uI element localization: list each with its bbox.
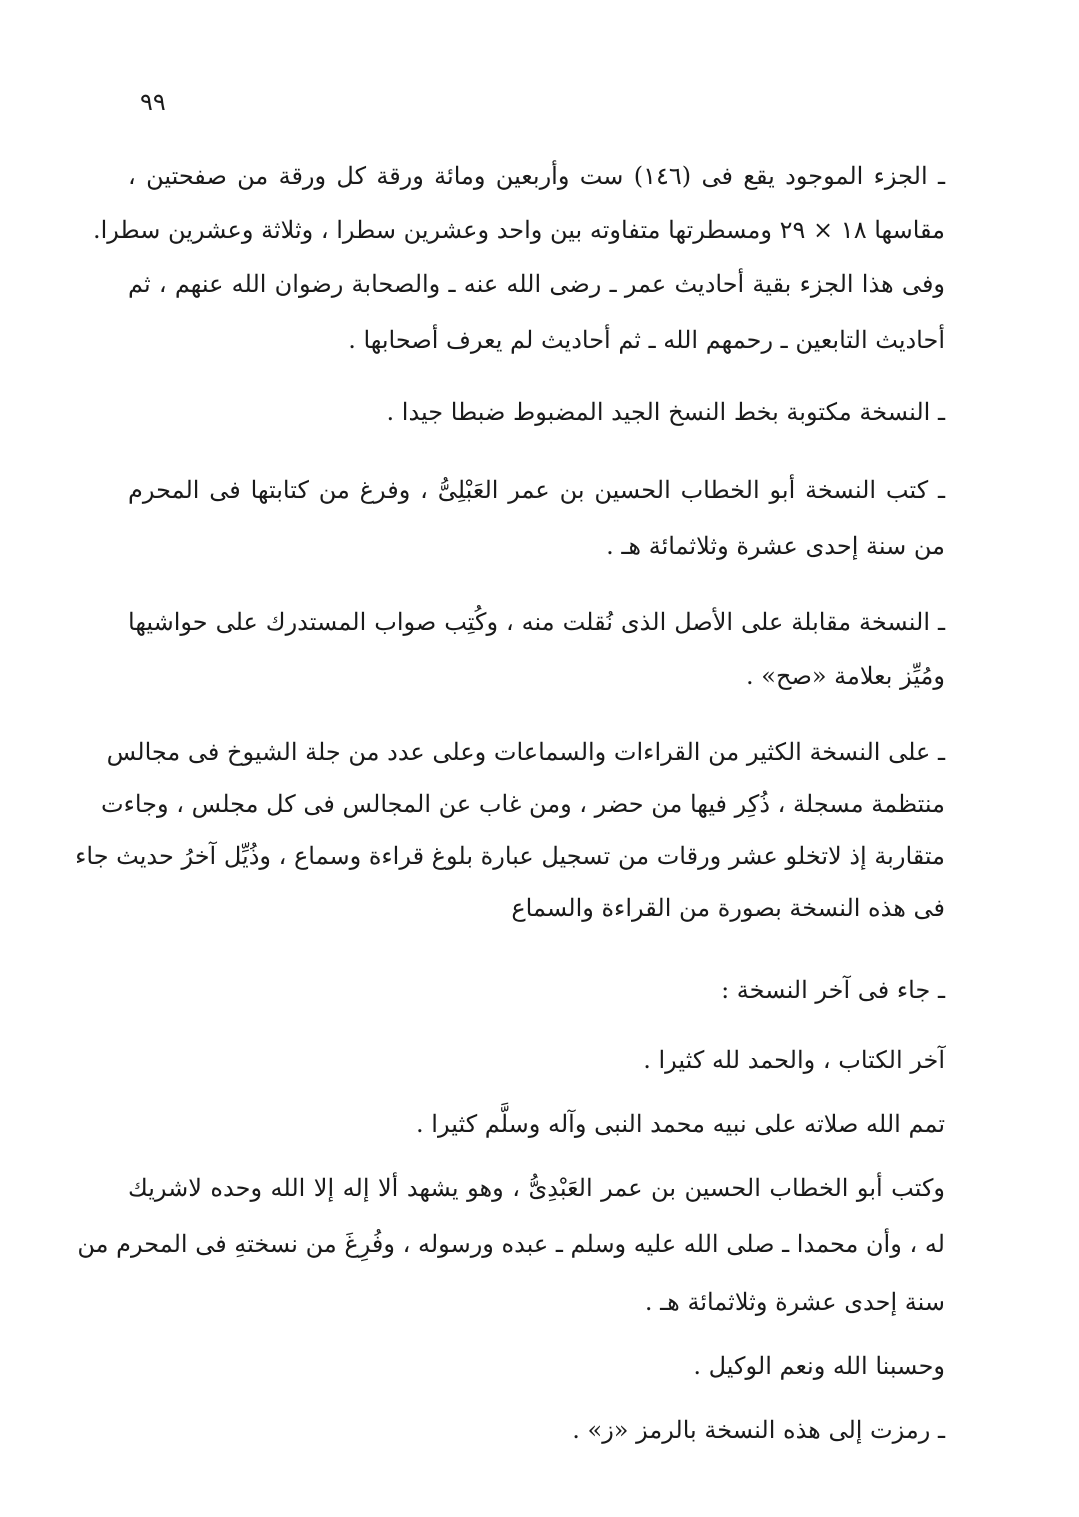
text-line: منتظمة مسجلة ، ذُكِر فيها من حضر ، ومن غاب عن المجالس فى كل مجلس ، وجاءت	[100, 790, 945, 818]
text-line: ـ على النسخة الكثير من القراءات والسماعات وعلى عدد من جلة الشيوخ فى مجالس	[106, 738, 945, 766]
text-line: له ، وأن محمدا ـ صلى الله عليه وسلم ـ عبده ورسوله ، وفُرِغَ من نسختهِ فى المحرم من	[77, 1230, 945, 1258]
text-line: وفى هذا الجزء بقية أحاديث عمر ـ رضى الله عنه ـ والصحابة رضوان الله عنهم ، ثم	[128, 270, 945, 298]
text-line: متقاربة إذ لاتخلو عشر ورقات من تسجيل عبارة بلوغ قراءة وسماع ، وذُيِّل آخرُ حديث جاء	[75, 842, 945, 870]
text-line: ـ رمزت إلى هذه النسخة بالرمز «ز» .	[572, 1416, 945, 1444]
text-line: فى هذه النسخة بصورة من القراءة والسماع	[511, 894, 945, 922]
text-line: ـ النسخة مقابلة على الأصل الذى نُقلت منه ، وكُتِب صواب المستدرك على حواشيها	[128, 608, 945, 636]
page-number: ٩٩	[140, 88, 166, 116]
text-line: ـ كتب النسخة أبو الخطاب الحسين بن عمر العَبْلِىُّ ، وفرغ من كتابتها فى المحرم	[128, 476, 945, 504]
text-line: وحسبنا الله ونعم الوكيل .	[693, 1352, 945, 1380]
text-line: ـ الجزء الموجود يقع فى (١٤٦) ست وأربعين ومائة ورقة كل ورقة من صفحتين ،	[128, 162, 945, 190]
text-line: مقاسها ١٨ × ٢٩ ومسطرتها متفاوته بين واحد وعشرين سطرا ، وثلاثة وعشرين سطرا.	[92, 216, 945, 244]
text-line: تمم الله صلاته على نبيه محمد النبى وآله وسلَّم كثيرا .	[416, 1110, 945, 1138]
text-line: سنة إحدى عشرة وثلاثمائة هـ .	[644, 1288, 945, 1316]
text-line: ـ جاء فى آخر النسخة :	[721, 976, 945, 1004]
text-line: آخر الكتاب ، والحمد لله كثيرا .	[643, 1046, 945, 1074]
text-line: وكتب أبو الخطاب الحسين بن عمر العَبْدِىُّ ، وهو يشهد ألا إله إلا الله وحده لاشريك	[128, 1174, 945, 1202]
text-line: أحاديث التابعين ـ رحمهم الله ـ ثم أحاديث لم يعرف أصحابها .	[348, 326, 945, 354]
text-line: ـ النسخة مكتوبة بخط النسخ الجيد المضبوط ضبطا جيدا .	[386, 398, 945, 426]
text-line: ومُيِّز بعلامة «صح» .	[746, 662, 945, 690]
text-line: من سنة إحدى عشرة وثلاثمائة هـ .	[606, 532, 945, 560]
